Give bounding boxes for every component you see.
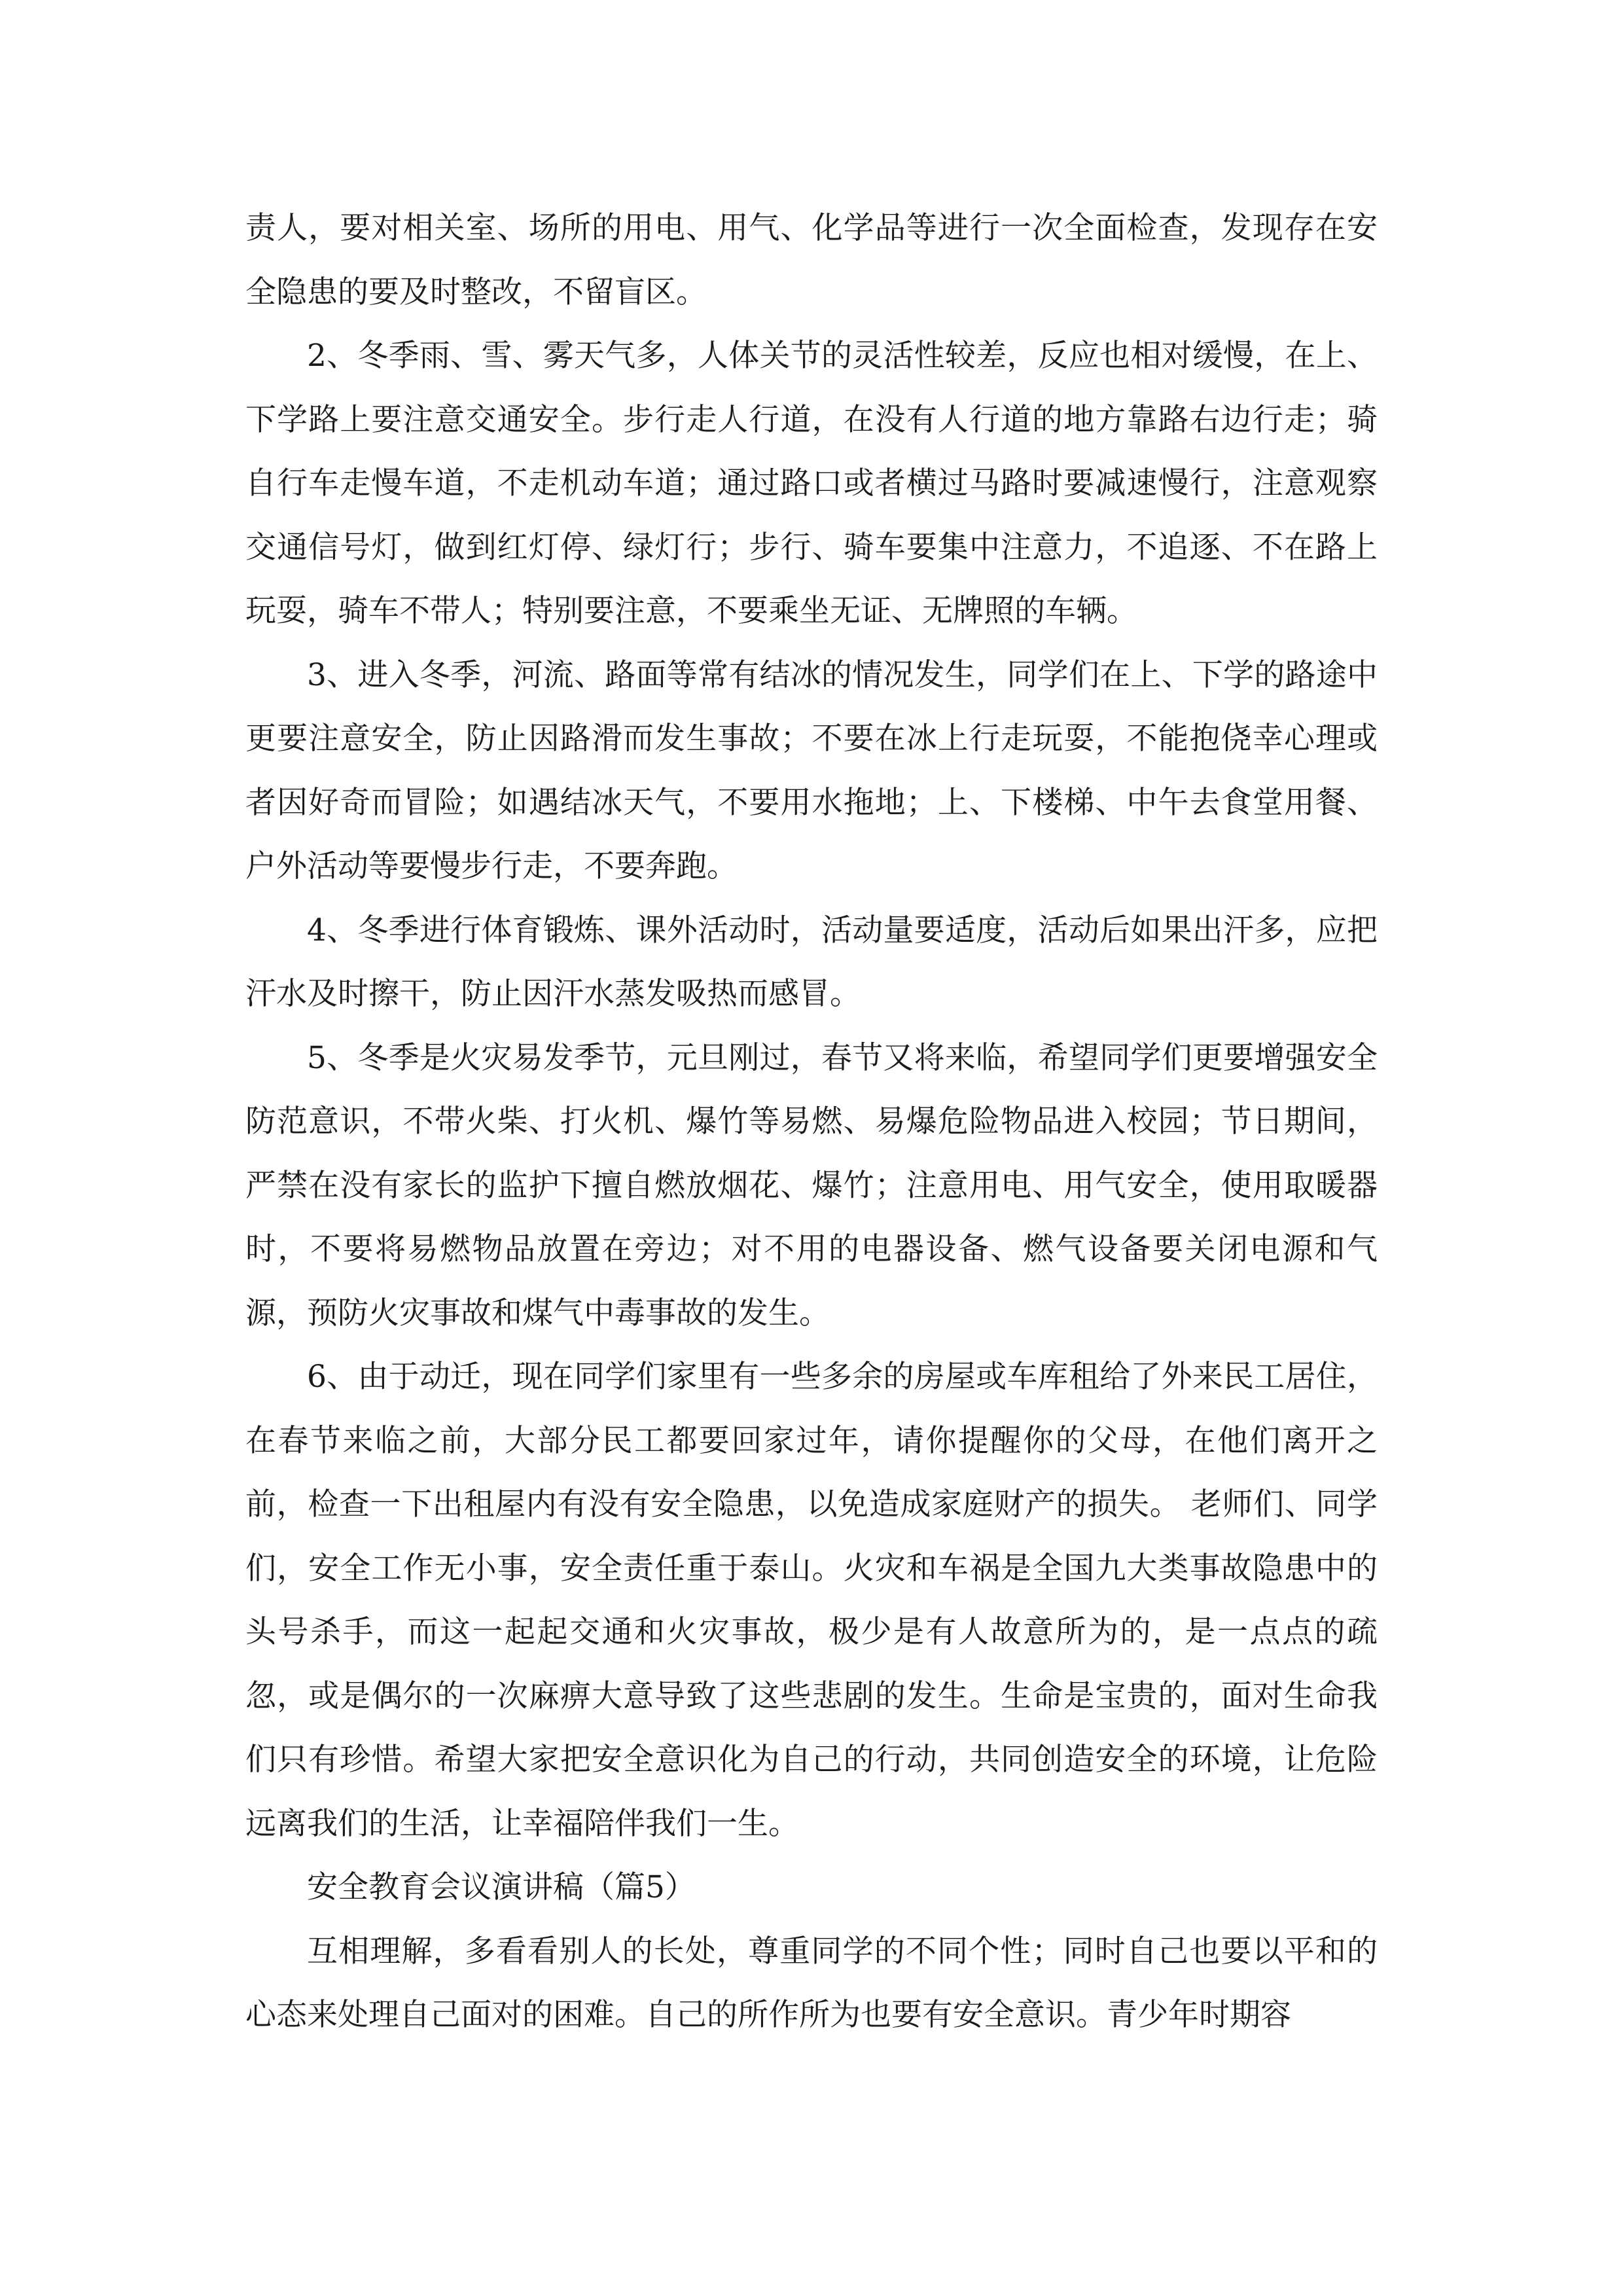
paragraph-item-2: 2、冬季雨、雪、雾天气多，人体关节的灵活性较差，反应也相对缓慢，在上、下学路上要注意交通安全。步行走人行道，在没有人行道的地方靠路右边行走；骑自行车走慢车道，不走机动车道；通过路口或者横过马路时要减速慢行，注意观察交通信号灯，做到红灯停、绿灯行；步行、骑车要集中注意力，不追逐、不在路上玩耍，骑车不带人；特别要注意，不要乘坐无证、无牌照的车辆。 [245, 338, 1378, 629]
paragraph-section-5-start: 互相理解，多看看别人的长处，尊重同学的不同个性；同时自己也要以平和的心态来处理自己面对的困难。自己的所作所为也要有安全意识。青少年时期容 [245, 1933, 1378, 2033]
paragraph-item-6: 6、由于动迁，现在同学们家里有一些多余的房屋或车库租给了外来民工居住，在春节来临之前，大部分民工都要回家过年，请你提醒你的父母，在他们离开之前，检查一下出租屋内有没有安全隐患，以免造成家庭财产的损失。 老师们、同学们，安全工作无小事，安全责任重于泰山。火灾和车祸是全国九大类事故隐患中的头号杀手，而这一起起交通和火灾事故，极少是有人故意所为的，是一点点的疏忽，或是偶尔的一次麻痹大意导致了这些悲剧的发生。生命是宝贵的，面对生命我们只有珍惜。希望大家把安全意识化为自己的行动，共同创造安全的环境，让危险远离我们的生活，让幸福陪伴我们一生。 [245, 1359, 1378, 1842]
paragraph-continuation: 责人，要对相关室、场所的用电、用气、化学品等进行一次全面检查，发现存在安全隐患的要及时整改，不留盲区。 [245, 210, 1378, 310]
paragraph-item-5: 5、冬季是火灾易发季节，元旦刚过，春节又将来临，希望同学们更要增强安全防范意识，不带火柴、打火机、爆竹等易燃、易爆危险物品进入校园；节日期间，严禁在没有家长的监护下擅自燃放烟花、爆竹；注意用电、用气安全，使用取暖器时，不要将易燃物品放置在旁边；对不用的电器设备、燃气设备要关闭电源和气源，预防火灾事故和煤气中毒事故的发生。 [245, 1039, 1378, 1331]
paragraph-item-3: 3、进入冬季，河流、路面等常有结冰的情况发生，同学们在上、下学的路途中更要注意安全，防止因路滑而发生事故；不要在冰上行走玩耍，不能抱侥幸心理或者因好奇而冒险；如遇结冰天气，不要用水拖地；上、下楼梯、中午去食堂用餐、户外活动等要慢步行走，不要奔跑。 [245, 656, 1378, 884]
document-body [245, 196, 1378, 2047]
paragraph-item-4: 4、冬季进行体育锻炼、课外活动时，活动量要适度，活动后如果出汗多，应把汗水及时擦干，防止因汗水蒸发吸热而感冒。 [245, 912, 1378, 1012]
section-title: 安全教育会议演讲稿（篇5） [307, 1869, 696, 1905]
